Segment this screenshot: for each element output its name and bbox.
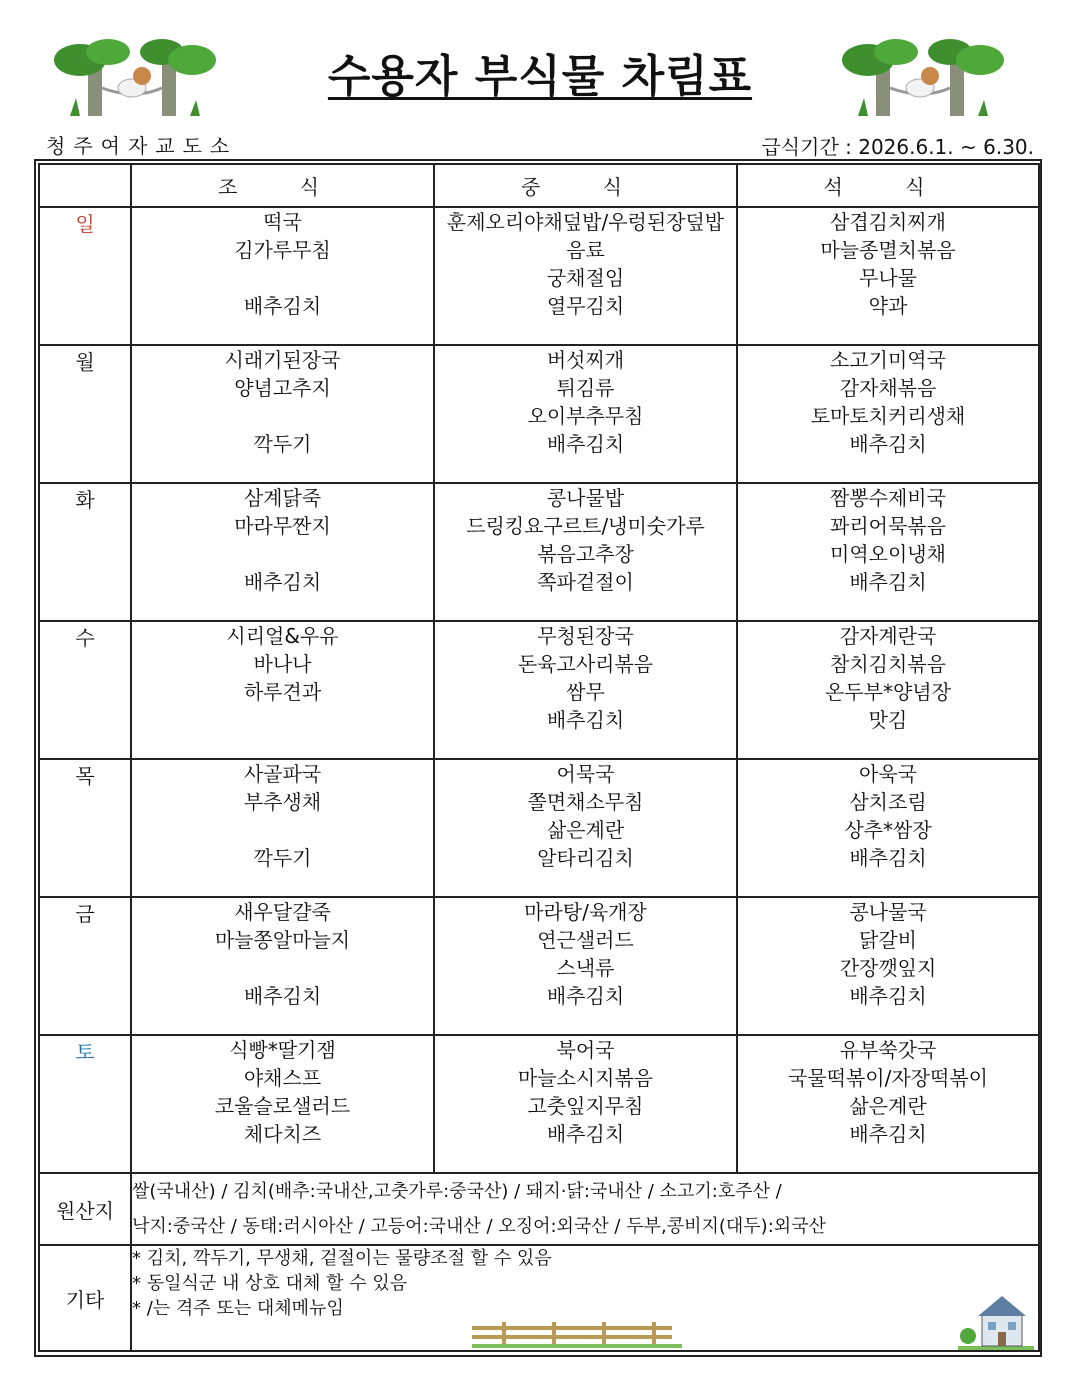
breakfast-cell (131, 483, 434, 621)
menu-item: 훈제오리야채덮밥/우렁된장덮밥 (446, 210, 725, 234)
menu-item: 열무김치 (546, 294, 625, 318)
origin-content (131, 1173, 1039, 1245)
lunch-cell (434, 345, 737, 483)
menu-item: 아욱국 (859, 762, 917, 786)
menu-item: 삼계닭죽 (243, 486, 322, 510)
menu-item: 콩나물국 (849, 900, 927, 924)
menu-item: 꽈리어묵볶음 (830, 514, 946, 538)
menu-item: 닭갈비 (859, 928, 917, 952)
day-rows (39, 207, 1039, 1173)
dinner-cell (737, 759, 1039, 897)
menu-item: 유부쑥갓국 (839, 1038, 937, 1062)
dinner-cell (737, 1035, 1039, 1173)
menu-item: 배추김치 (546, 1122, 625, 1146)
day-row (39, 759, 1039, 897)
menu-item: 김가루무침 (234, 238, 331, 262)
fence-clipart-icon (472, 1318, 682, 1348)
menu-item: 간장깻잎지 (839, 956, 937, 980)
menu-item: 버섯찌개 (546, 348, 625, 372)
menu-item: 삼겹김치찌개 (830, 210, 946, 234)
menu-item: 떡국 (263, 210, 302, 234)
menu-item: 마늘종멸치볶음 (820, 238, 956, 262)
day-row (39, 897, 1039, 1035)
lunch-cell (434, 483, 737, 621)
menu-item: 배추김치 (243, 294, 322, 318)
menu-item: 야채스프 (243, 1066, 322, 1090)
menu-item: 짬뽕수제비국 (830, 486, 946, 510)
menu-item: 마라탕/육개장 (524, 900, 647, 924)
day-name: 수 (39, 621, 131, 759)
menu-item: 사골파국 (243, 762, 322, 786)
breakfast-cell (131, 621, 434, 759)
menu-item: 북어국 (556, 1038, 615, 1062)
origin-line: 낙지:중국산 / 동태:러시아산 / 고등어:국내산 / 오징어:외국산 / 두부,콩비지(대두):외국산 (132, 1216, 826, 1237)
menu-item: 오이부추무침 (527, 404, 644, 428)
dinner-cell (737, 483, 1039, 621)
day-row (39, 621, 1039, 759)
menu-item: 마늘소시지볶음 (517, 1066, 654, 1090)
menu-item: 배추김치 (849, 984, 927, 1008)
day-row (39, 483, 1039, 621)
menu-item: 상추*쌈장 (844, 818, 932, 842)
corner-cell (39, 164, 131, 207)
day-row (39, 345, 1039, 483)
breakfast-cell (131, 759, 434, 897)
menu-item: 튀김류 (556, 376, 615, 400)
menu-item: 마늘쫑알마늘지 (214, 928, 351, 952)
lunch-cell (434, 897, 737, 1035)
origin-row (39, 1173, 1039, 1245)
menu-table (38, 163, 1040, 1352)
lunch-cell (434, 759, 737, 897)
page-title: 수용자 부식물 차림표 (327, 51, 753, 102)
menu-item: 시래기된장국 (224, 348, 341, 372)
menu-item: 음료 (566, 238, 605, 262)
day-name: 목 (39, 759, 131, 897)
day-name: 월 (39, 345, 131, 483)
dinner-cell (737, 345, 1039, 483)
menu-item: 부추생채 (243, 790, 322, 814)
house-clipart-icon (958, 1290, 1034, 1350)
day-name: 일 (39, 207, 131, 345)
menu-item: 깍두기 (253, 432, 312, 456)
institution-name: 청주여자교도소 (46, 134, 238, 158)
header-row (39, 164, 1039, 207)
menu-item: 체다치즈 (243, 1122, 322, 1146)
menu-item: 삶은계란 (849, 1094, 927, 1118)
column-header-lunch: 중 식 (434, 164, 737, 207)
menu-item: 온두부*양념장 (825, 680, 951, 704)
menu-item: 식빵*딸기잼 (229, 1038, 336, 1062)
day-name: 금 (39, 897, 131, 1035)
note-line: * /는 격주 또는 대체메뉴임 (132, 1298, 344, 1319)
day-row (39, 207, 1039, 345)
meal-period: 급식기간 : 2026.6.1. ~ 6.30. (761, 135, 1034, 159)
column-header-breakfast: 조 식 (131, 164, 434, 207)
menu-item: 약과 (868, 294, 908, 318)
menu-item: 참치김치볶음 (830, 652, 946, 676)
day-name: 화 (39, 483, 131, 621)
menu-item: 돈육고사리볶음 (517, 652, 654, 676)
column-header-dinner: 석 식 (737, 164, 1039, 207)
menu-item: 무나물 (859, 266, 917, 290)
menu-item: 삼치조림 (849, 790, 927, 814)
menu-item: 감자채볶음 (839, 376, 937, 400)
breakfast-cell (131, 1035, 434, 1173)
lunch-cell (434, 207, 737, 345)
menu-item: 볶음고추장 (537, 542, 634, 566)
origin-line: 쌀(국내산) / 김치(배추:국내산,고춧가루:중국산) / 돼지·닭:국내산 / 소고기:호주산 / (132, 1181, 782, 1202)
menu-item: 쪽파겉절이 (537, 570, 634, 594)
menu-item: 무청된장국 (537, 624, 634, 648)
lunch-cell (434, 621, 737, 759)
menu-item: 배추김치 (849, 432, 927, 456)
menu-item: 쫄면채소무침 (527, 790, 644, 814)
menu-item: 깍두기 (253, 846, 312, 870)
menu-item: 콩나물밥 (546, 486, 625, 510)
menu-item: 양념고추지 (234, 376, 331, 400)
menu-item: 어묵국 (556, 762, 615, 786)
menu-item: 배추김치 (849, 846, 927, 870)
menu-item (132, 954, 433, 982)
menu-item: 소고기미역국 (830, 348, 946, 372)
menu-item: 배추김치 (546, 432, 625, 456)
notes-label: 기타 (39, 1245, 131, 1351)
menu-item: 쌈무 (566, 680, 605, 704)
origin-label: 원산지 (39, 1173, 131, 1245)
menu-item: 삶은계란 (546, 818, 625, 842)
menu-item: 배추김치 (546, 708, 625, 732)
breakfast-cell (131, 207, 434, 345)
day-row (39, 1035, 1039, 1173)
dinner-cell (737, 621, 1039, 759)
menu-item: 새우달걀죽 (234, 900, 331, 924)
menu-item: 고춧잎지무침 (527, 1094, 644, 1118)
menu-item: 미역오이냉채 (830, 542, 946, 566)
menu-item: 시리얼&우유 (226, 624, 339, 648)
menu-item: 바나나 (253, 652, 312, 676)
breakfast-cell (131, 897, 434, 1035)
menu-item: 감자계란국 (839, 624, 937, 648)
menu-item: 배추김치 (546, 984, 625, 1008)
menu-item (132, 540, 433, 568)
menu-item: 토마토치커리생채 (810, 404, 966, 428)
menu-item: 배추김치 (243, 984, 322, 1008)
note-line: * 김치, 깍두기, 무생채, 겉절이는 물량조절 할 수 있음 (132, 1248, 552, 1269)
menu-item: 마라무짠지 (234, 514, 331, 538)
breakfast-cell (131, 345, 434, 483)
menu-item (132, 816, 433, 844)
menu-item: 국물떡볶이/자장떡볶이 (788, 1066, 988, 1090)
menu-item: 배추김치 (849, 570, 927, 594)
menu-item: 코울슬로샐러드 (214, 1094, 351, 1118)
menu-item: 배추김치 (849, 1122, 927, 1146)
menu-item: 하루견과 (243, 680, 322, 704)
menu-item (132, 706, 433, 734)
dinner-cell (737, 897, 1039, 1035)
lunch-cell (434, 1035, 737, 1173)
menu-item (132, 402, 433, 430)
menu-item: 궁채절임 (546, 266, 625, 290)
menu-item (132, 264, 433, 292)
menu-item: 알타리김치 (537, 846, 634, 870)
day-name: 토 (39, 1035, 131, 1173)
note-line: * 동일식군 내 상호 대체 할 수 있음 (132, 1273, 408, 1294)
dinner-cell (737, 207, 1039, 345)
menu-item: 배추김치 (243, 570, 322, 594)
menu-item: 드링킹요구르트/냉미숫가루 (466, 514, 705, 538)
menu-item: 맛김 (868, 708, 908, 732)
menu-item: 스낵류 (556, 956, 615, 980)
menu-item: 연근샐러드 (537, 928, 634, 952)
